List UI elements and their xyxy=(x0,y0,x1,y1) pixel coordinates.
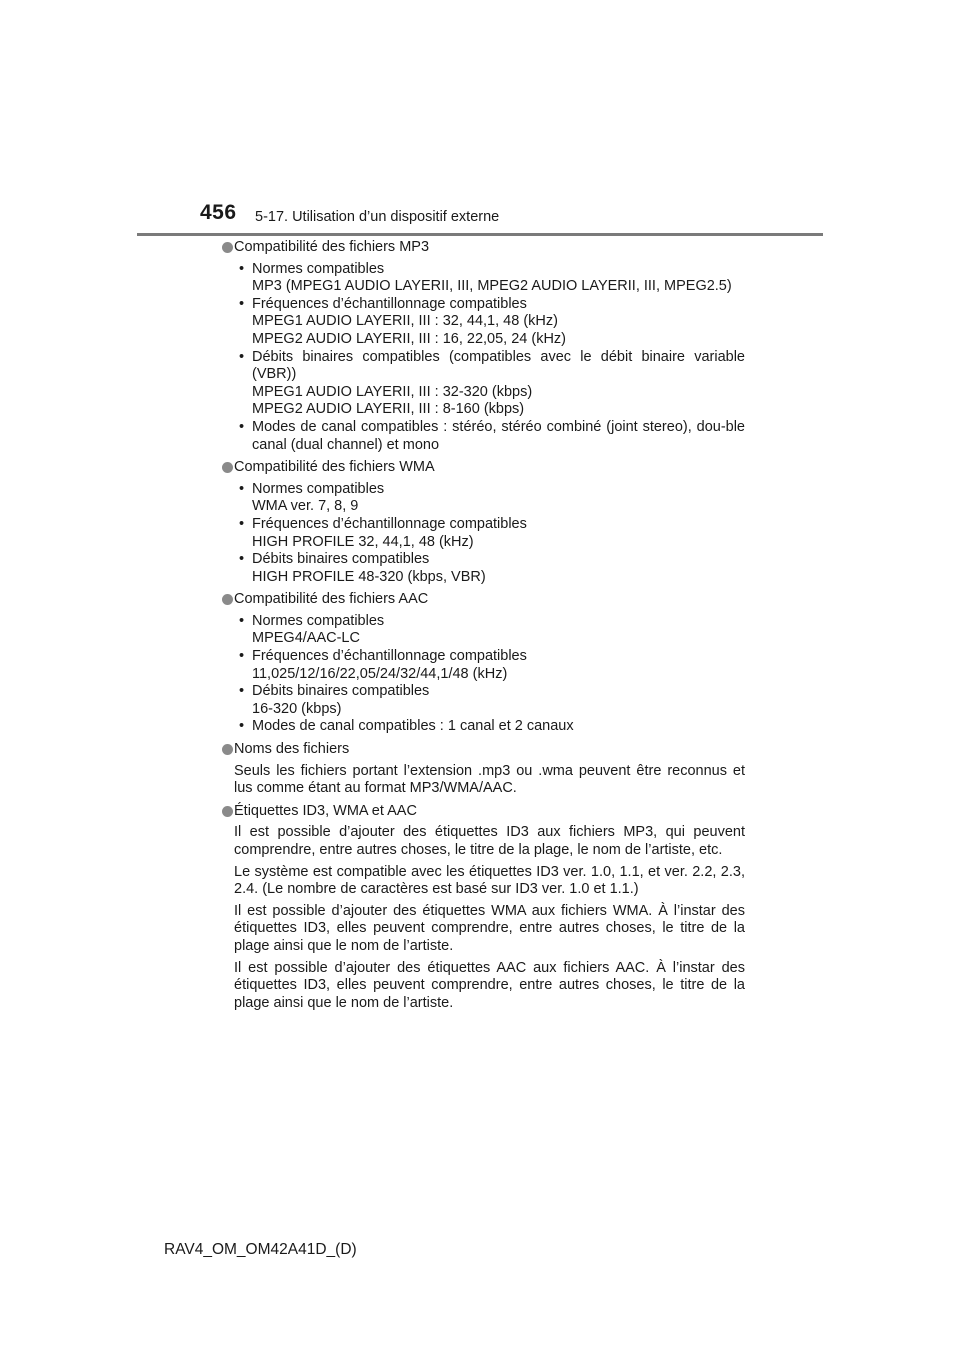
list-item xyxy=(234,613,745,648)
topic-heading xyxy=(234,239,745,257)
bullet-dot-icon: • xyxy=(239,295,245,312)
bullet-dot-icon: • xyxy=(239,348,245,365)
bullet-dot-icon: • xyxy=(239,515,245,532)
topic-heading xyxy=(234,591,745,609)
item-label: Modes de canal compatibles : stéréo, stéréo combiné (joint stereo), dou-ble canal (dual channel) et mono xyxy=(252,418,745,453)
item-label: Débits binaires compatibles (compatibles avec le débit binaire variable (VBR)) xyxy=(252,348,745,383)
item-value: MP3 (MPEG1 AUDIO LAYERII, III, MPEG2 AUDIO LAYERII, III, MPEG2.5) xyxy=(252,278,732,295)
bullet-dot-icon: • xyxy=(239,683,245,700)
paragraph: Il est possible d’ajouter des étiquettes WMA aux fichiers WMA. À l’instar des étiquettes ID3, elles peuvent comprendre, entre autres choses, le titre de la plage ainsi que le nom de l’artiste. xyxy=(234,902,745,954)
item-label: Débits binaires compatibles xyxy=(252,551,430,568)
item-value: HIGH PROFILE 48-320 (kbps, VBR) xyxy=(252,568,486,585)
topic-heading xyxy=(234,741,745,759)
item-value: WMA ver. 7, 8, 9 xyxy=(252,498,359,515)
paragraph: Il est possible d’ajouter des étiquettes AAC aux fichiers AAC. À l’instar des étiquettes ID3, elles peuvent comprendre, entre autres choses, le titre de la plage ainsi que le nom de l’artiste. xyxy=(234,959,745,1011)
item-label: Fréquences d’échantillonnage compatibles xyxy=(252,295,527,312)
topic-heading-text: Compatibilité des fichiers MP3 xyxy=(234,239,430,255)
list-item xyxy=(234,683,745,718)
header-divider xyxy=(137,233,823,236)
paragraph: Le système est compatible avec les étiquettes ID3 ver. 1.0, 1.1, et ver. 2.2, 2.3, 2.4. (Le nombre de caractères est basé sur ID3 ver. 1.0 et 1.1.) xyxy=(234,863,745,898)
item-label: Normes compatibles xyxy=(252,612,385,629)
list-item xyxy=(234,718,745,736)
paragraph: Il est possible d’ajouter des étiquettes ID3 aux fichiers MP3, qui peuvent comprendre, entre autres choses, le titre de la plage, le nom de l’artiste, etc. xyxy=(234,824,745,858)
list-item xyxy=(234,419,745,454)
item-label: Normes compatibles xyxy=(252,260,385,277)
topic-heading xyxy=(234,803,745,821)
bullet-dot-icon: • xyxy=(239,480,245,497)
circle-bullet-icon xyxy=(222,744,233,755)
bullet-dot-icon: • xyxy=(239,551,245,568)
bullet-dot-icon: • xyxy=(239,718,245,735)
item-label: Modes de canal compatibles : 1 canal et 2 canaux xyxy=(252,718,574,735)
page-number: 456 xyxy=(200,201,237,224)
bullet-dot-icon: • xyxy=(239,260,245,277)
item-label: Fréquences d’échantillonnage compatibles xyxy=(252,515,527,532)
topic-heading xyxy=(234,459,745,477)
section-title: 5-17. Utilisation d’un dispositif externe xyxy=(255,209,500,225)
circle-bullet-icon xyxy=(222,242,233,253)
topic-heading-text: Noms des fichiers xyxy=(234,741,350,758)
item-value: 11,025/12/16/22,05/24/32/44,1/48 (kHz) xyxy=(252,665,508,682)
bullet-dot-icon: • xyxy=(239,648,245,665)
circle-bullet-icon xyxy=(222,806,233,817)
item-value: MPEG1 AUDIO LAYERII, III : 32-320 (kbps) MPEG2 AUDIO LAYERII, III : 8-160 (kbps) xyxy=(252,383,533,418)
item-label: Normes compatibles xyxy=(252,480,385,497)
topic-heading-text: Compatibilité des fichiers WMA xyxy=(234,459,435,476)
item-value: 16-320 (kbps) xyxy=(252,700,342,717)
topic-heading-text: Compatibilité des fichiers AAC xyxy=(234,591,429,608)
item-value: MPEG1 AUDIO LAYERII, III : 32, 44,1, 48 (kHz) MPEG2 AUDIO LAYERII, III : 16, 22,05, 24 (kHz) xyxy=(252,313,567,347)
topic-section xyxy=(222,741,745,798)
document-code: RAV4_OM_OM42A41D_(D) xyxy=(164,1241,357,1258)
list-item xyxy=(234,481,745,516)
item-label: Fréquences d’échantillonnage compatibles xyxy=(252,648,527,665)
paragraph: Seuls les fichiers portant l’extension .mp3 ou .wma peuvent être reconnus et lus comme étant au format MP3/WMA/AAC. xyxy=(234,762,745,797)
topic-section xyxy=(222,803,745,1013)
list-item xyxy=(234,516,745,551)
page-content xyxy=(222,239,745,1017)
circle-bullet-icon xyxy=(222,462,233,473)
bullet-dot-icon: • xyxy=(239,418,245,435)
circle-bullet-icon xyxy=(222,594,233,605)
bullet-dot-icon: • xyxy=(239,612,245,629)
list-item xyxy=(234,261,745,296)
item-label: Débits binaires compatibles xyxy=(252,683,430,700)
topic-section xyxy=(222,591,745,736)
topic-heading-text: Étiquettes ID3, WMA et AAC xyxy=(234,802,417,819)
topic-section xyxy=(222,459,745,586)
list-item xyxy=(234,349,745,419)
topic-section xyxy=(222,239,745,454)
list-item xyxy=(234,296,745,349)
item-value: MPEG4/AAC-LC xyxy=(252,630,360,647)
list-item xyxy=(234,648,745,683)
item-value: HIGH PROFILE 32, 44,1, 48 (kHz) xyxy=(252,533,474,550)
list-item xyxy=(234,551,745,586)
